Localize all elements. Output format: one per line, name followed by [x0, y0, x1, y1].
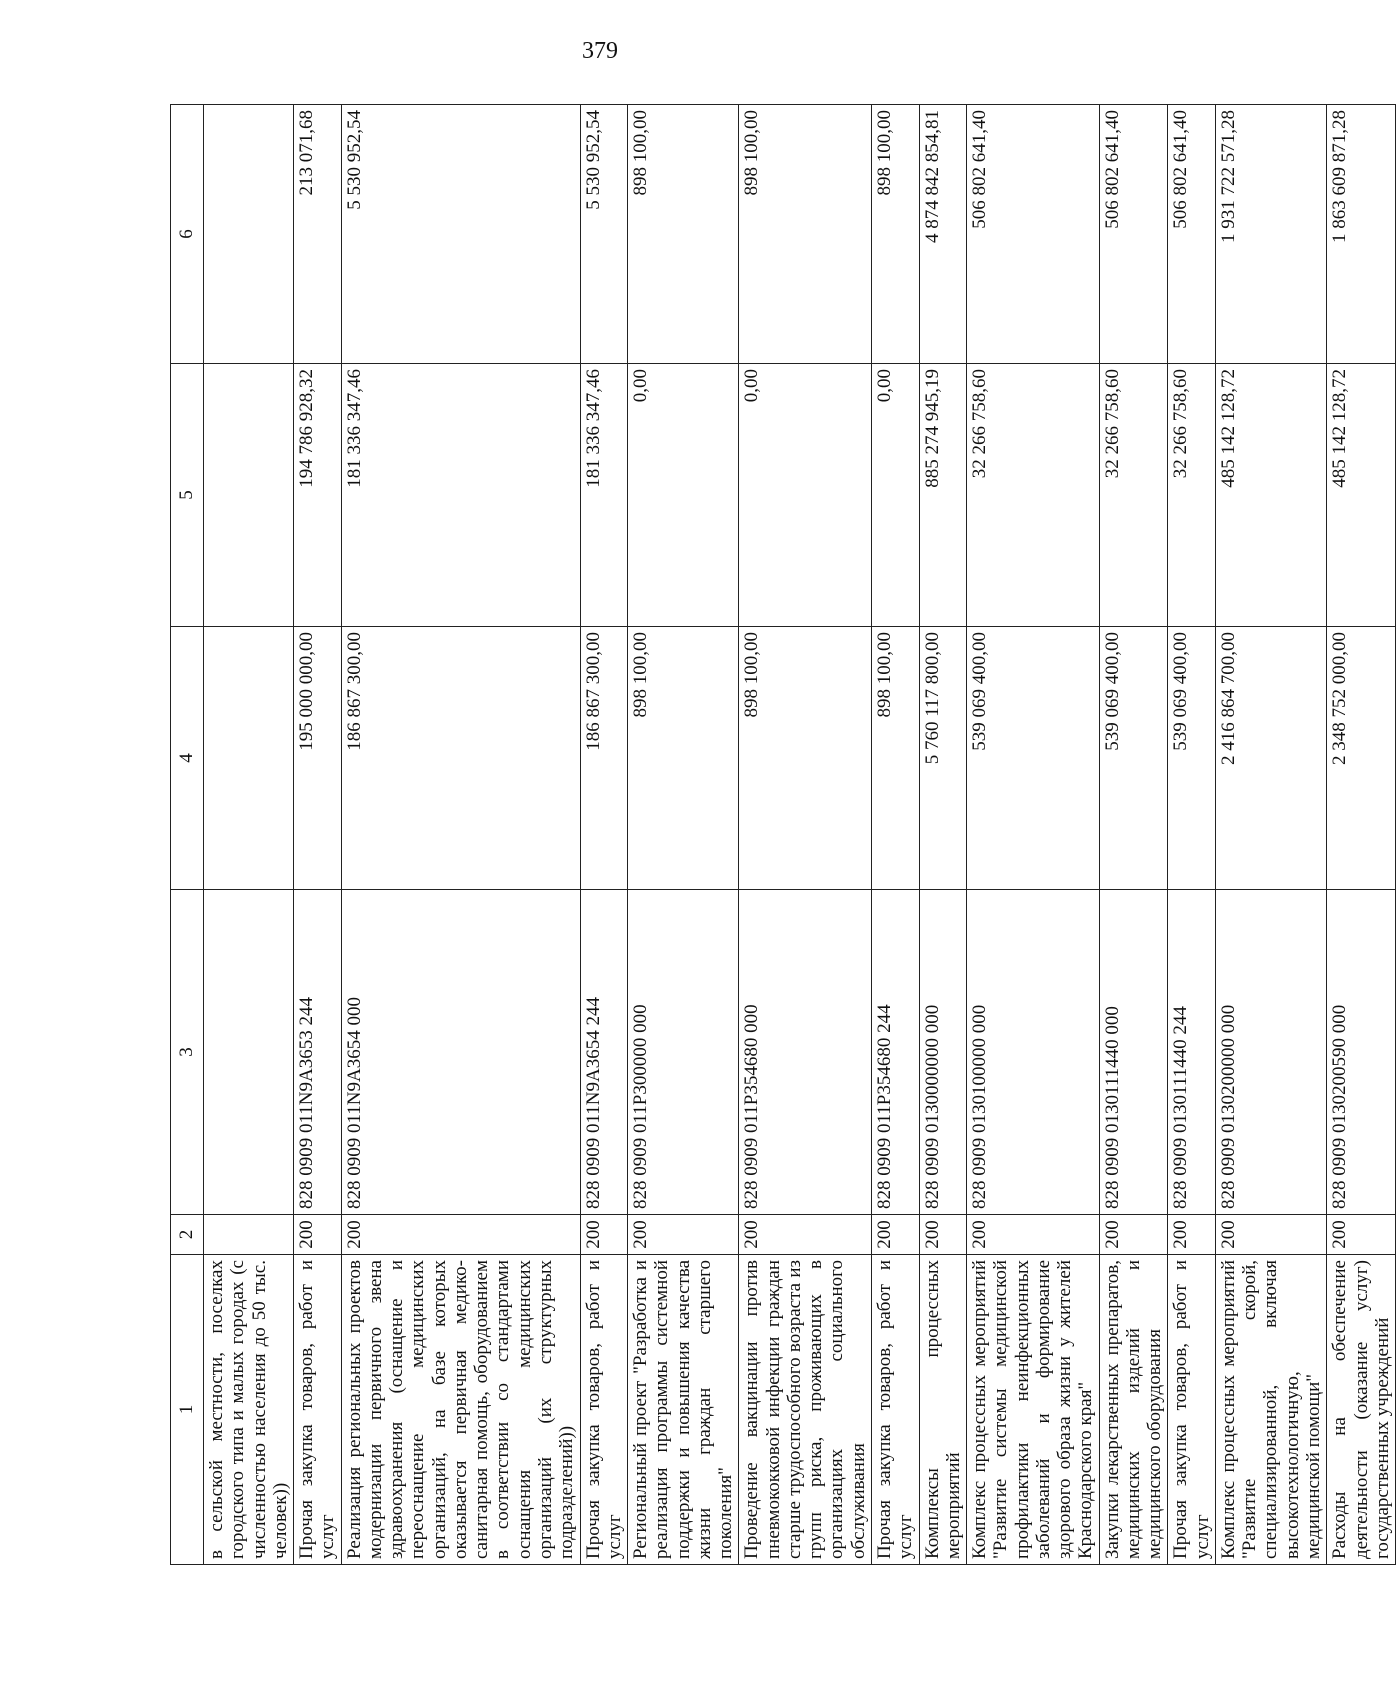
row-code-200: 200 [1327, 1215, 1396, 1255]
row-code-200: 200 [967, 1215, 1100, 1255]
row-classification-code: 828 0909 011N9A3654 000 [341, 890, 580, 1215]
row-classification-code [204, 890, 294, 1215]
row-amount-executed: 181 336 347,46 [341, 364, 580, 627]
row-amount-remaining: 506 802 641,40 [1099, 105, 1168, 364]
row-description: Закупки лекарственных препаратов, медицинских изделий и медицинского оборудования [1099, 1255, 1168, 1565]
row-description: Проведение вакцинации против пневмококковой инфекции граждан старше трудоспособного возраста из групп риска, проживающих в организациях социального обслуживания [739, 1255, 872, 1565]
column-header: 3 [171, 890, 204, 1215]
row-classification-code: 828 0909 011P300000 000 [628, 890, 739, 1215]
row-amount-remaining: 898 100,00 [871, 105, 919, 364]
table-body [204, 105, 1396, 1565]
table-row [204, 105, 294, 1565]
table-row [871, 105, 919, 1565]
row-code-200 [204, 1215, 294, 1255]
row-code-200: 200 [628, 1215, 739, 1255]
row-code-200: 200 [739, 1215, 872, 1255]
row-amount-executed: 194 786 928,32 [294, 364, 342, 627]
table-row [580, 105, 628, 1565]
row-amount-approved: 539 069 400,00 [1168, 627, 1216, 890]
column-header: 6 [171, 105, 204, 364]
table-row [1327, 105, 1396, 1565]
row-amount-approved: 195 000 000,00 [294, 627, 342, 890]
table-row [628, 105, 739, 1565]
row-amount-executed: 0,00 [739, 364, 872, 627]
row-code-200: 200 [294, 1215, 342, 1255]
table-row [967, 105, 1100, 1565]
row-amount-approved [204, 627, 294, 890]
table-header-row [171, 105, 204, 1565]
row-amount-approved: 186 867 300,00 [341, 627, 580, 890]
row-classification-code: 828 0909 0130111440 244 [1168, 890, 1216, 1215]
row-classification-code: 828 0909 011P354680 244 [871, 890, 919, 1215]
row-description: Прочая закупка товаров, работ и услуг [580, 1255, 628, 1565]
row-description: Региональный проект "Разработка и реализация программы системной поддержки и повышения качества жизни граждан старшего поколения" [628, 1255, 739, 1565]
row-classification-code: 828 0909 0130111440 000 [1099, 890, 1168, 1215]
row-amount-executed: 32 266 758,60 [967, 364, 1100, 627]
row-description: Комплекс процессных мероприятий "Развитие системы медицинской профилактики неинфекционных заболеваний и формирование здорового образа жизни у жителей Краснодарского края" [967, 1255, 1100, 1565]
row-code-200: 200 [1099, 1215, 1168, 1255]
row-amount-approved: 2 348 752 000,00 [1327, 627, 1396, 890]
row-amount-remaining: 506 802 641,40 [1168, 105, 1216, 364]
row-description: Прочая закупка товаров, работ и услуг [1168, 1255, 1216, 1565]
row-amount-approved: 5 760 117 800,00 [919, 627, 967, 890]
row-code-200: 200 [341, 1215, 580, 1255]
row-amount-remaining: 5 530 952,54 [341, 105, 580, 364]
row-code-200: 200 [580, 1215, 628, 1255]
table-row [739, 105, 872, 1565]
table-row [341, 105, 580, 1565]
row-amount-executed: 885 274 945,19 [919, 364, 967, 627]
row-code-200: 200 [919, 1215, 967, 1255]
row-classification-code: 828 0909 0130100000 000 [967, 890, 1100, 1215]
row-classification-code: 828 0909 0130000000 000 [919, 890, 967, 1215]
row-amount-executed [204, 364, 294, 627]
row-amount-executed: 485 142 128,72 [1327, 364, 1396, 627]
row-amount-remaining: 506 802 641,40 [967, 105, 1100, 364]
row-amount-approved: 898 100,00 [871, 627, 919, 890]
row-amount-approved: 898 100,00 [628, 627, 739, 890]
row-amount-remaining: 4 874 842 854,81 [919, 105, 967, 364]
row-amount-approved: 186 867 300,00 [580, 627, 628, 890]
row-amount-executed: 0,00 [871, 364, 919, 627]
row-description: Расходы на обеспечение деятельности (оказание услуг) государственных учреждений [1327, 1255, 1396, 1565]
row-amount-remaining: 898 100,00 [628, 105, 739, 364]
budget-table-container [170, 105, 1393, 1565]
table-row [1099, 105, 1168, 1565]
row-amount-executed: 181 336 347,46 [580, 364, 628, 627]
column-header: 4 [171, 627, 204, 890]
row-classification-code: 828 0909 011P354680 000 [739, 890, 872, 1215]
row-amount-approved: 2 416 864 700,00 [1215, 627, 1326, 890]
row-amount-remaining: 1 931 722 571,28 [1215, 105, 1326, 364]
row-code-200: 200 [1215, 1215, 1326, 1255]
row-code-200: 200 [1168, 1215, 1216, 1255]
column-header: 2 [171, 1215, 204, 1255]
budget-table [170, 104, 1396, 1565]
row-classification-code: 828 0909 011N9A3654 244 [580, 890, 628, 1215]
row-amount-executed: 32 266 758,60 [1099, 364, 1168, 627]
row-classification-code: 828 0909 0130200000 000 [1215, 890, 1326, 1215]
table-row [294, 105, 342, 1565]
row-amount-approved: 898 100,00 [739, 627, 872, 890]
row-amount-executed: 485 142 128,72 [1215, 364, 1326, 627]
row-classification-code: 828 0909 0130200590 000 [1327, 890, 1396, 1215]
row-description: в сельской местности, поселках городского типа и малых городах (с численностью населения до 50 тыс. человек)) [204, 1255, 294, 1565]
row-amount-remaining [204, 105, 294, 364]
row-description: Прочая закупка товаров, работ и услуг [871, 1255, 919, 1565]
row-amount-remaining: 1 863 609 871,28 [1327, 105, 1396, 364]
row-amount-approved: 539 069 400,00 [1099, 627, 1168, 890]
row-description: Реализация региональных проектов модернизации первичного звена здравоохранения (оснащение и переоснащение медицинских организаций, на базе которых оказывается первичная медико-санитарная помощь, оборудованием в соответствии со стандартами оснащения медицинских организаций (их структурных подразделений)) [341, 1255, 580, 1565]
row-amount-executed: 0,00 [628, 364, 739, 627]
row-amount-remaining: 213 071,68 [294, 105, 342, 364]
column-header: 1 [171, 1255, 204, 1565]
row-description: Комплексы процессных мероприятий [919, 1255, 967, 1565]
table-row [919, 105, 967, 1565]
row-code-200: 200 [871, 1215, 919, 1255]
row-amount-remaining: 898 100,00 [739, 105, 872, 364]
column-header: 5 [171, 364, 204, 627]
row-classification-code: 828 0909 011N9A3653 244 [294, 890, 342, 1215]
table-row [1215, 105, 1326, 1565]
table-row [1168, 105, 1216, 1565]
row-amount-remaining: 5 530 952,54 [580, 105, 628, 364]
row-description: Прочая закупка товаров, работ и услуг [294, 1255, 342, 1565]
row-description: Комплекс процессных мероприятий "Развитие скорой, специализированной, включая высокотехнологичную, медицинской помощи" [1215, 1255, 1326, 1565]
row-amount-executed: 32 266 758,60 [1168, 364, 1216, 627]
row-amount-approved: 539 069 400,00 [967, 627, 1100, 890]
page-number: 379 [582, 38, 618, 64]
